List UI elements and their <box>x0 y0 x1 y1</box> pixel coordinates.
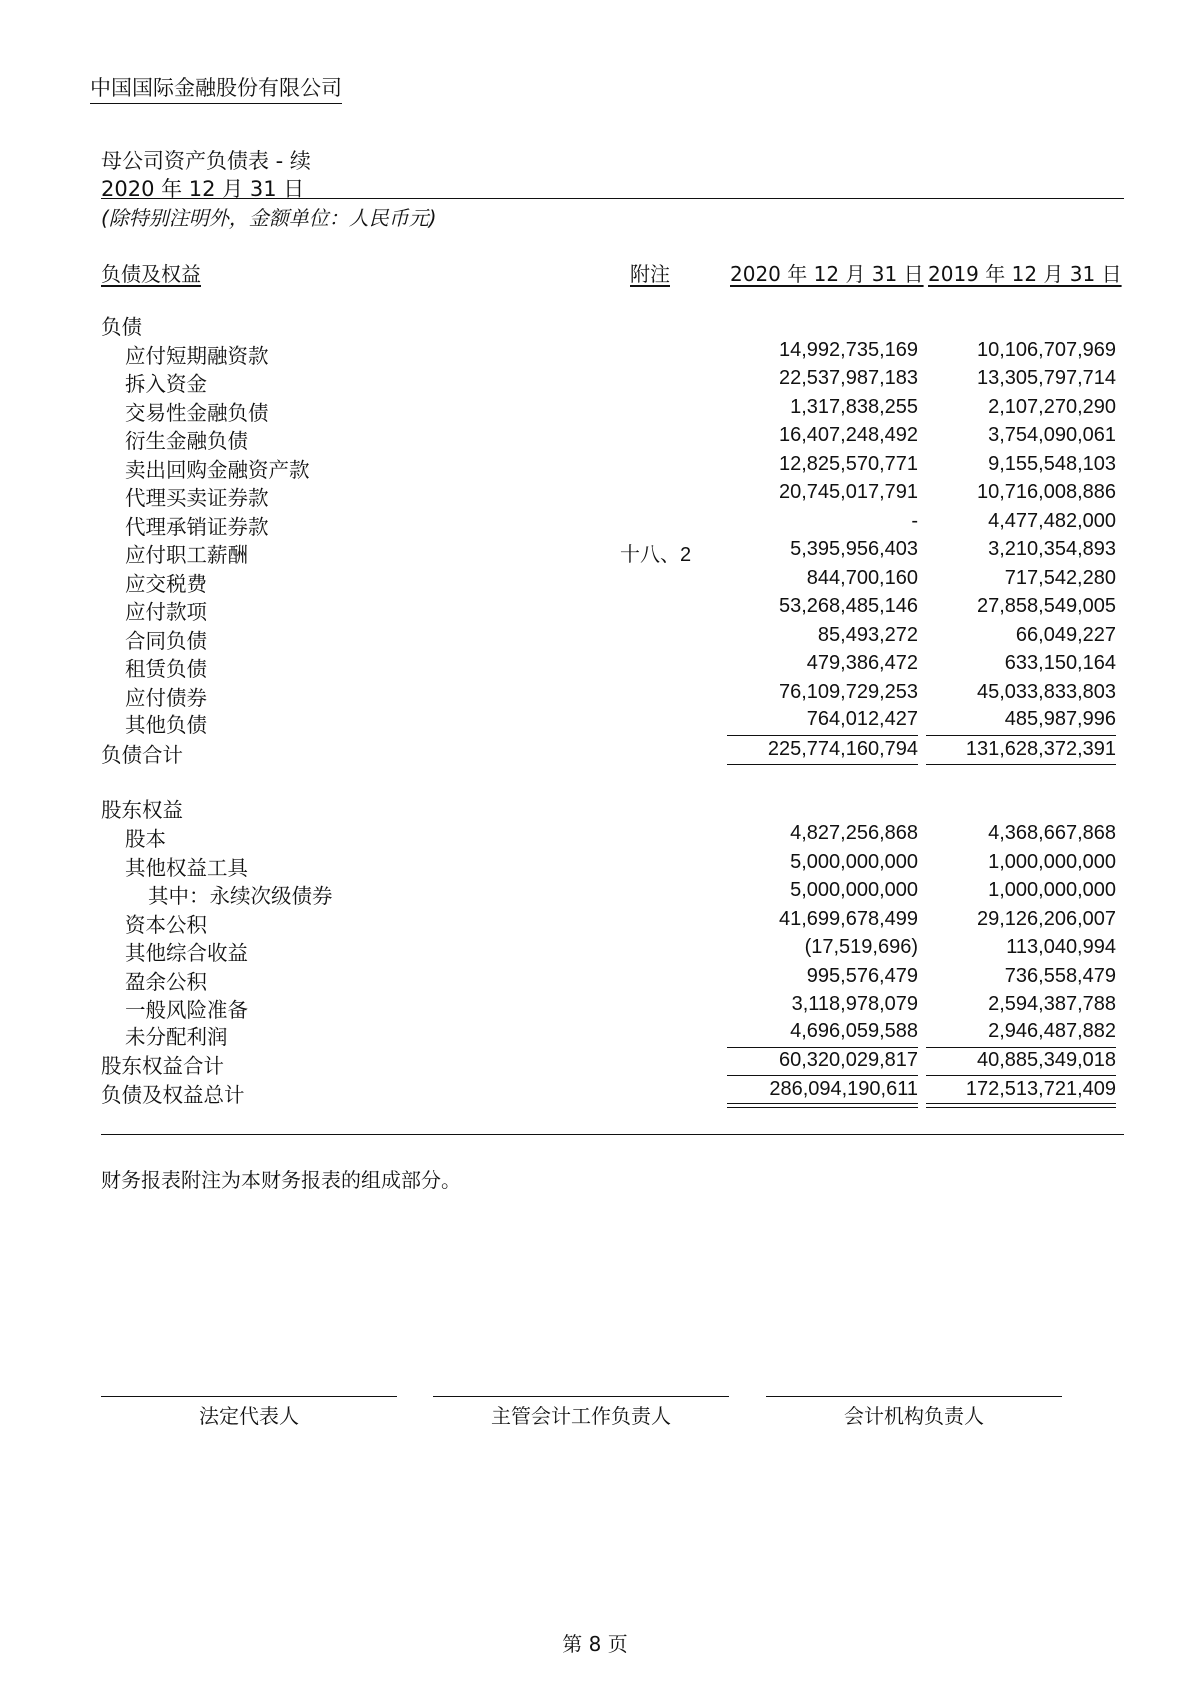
row-value-current: 85,493,272 <box>817 624 918 646</box>
table-row-grand-total <box>0 1078 1190 1106</box>
total-rule-prior <box>926 1075 1116 1076</box>
row-value-current: 41,699,678,499 <box>778 908 918 930</box>
subtotal-rule-current <box>727 735 918 736</box>
row-label: 租赁负债 <box>125 657 207 681</box>
grand-total-value-current: 286,094,190,611 <box>769 1078 918 1100</box>
table-row <box>0 1020 1190 1048</box>
row-label: 一般风险准备 <box>125 998 248 1022</box>
grand-total-label: 负债及权益总计 <box>101 1083 245 1107</box>
row-value-current: 5,000,000,000 <box>790 879 918 901</box>
row-value-prior: 4,477,482,000 <box>988 510 1116 532</box>
row-value-prior: 717,542,280 <box>1004 567 1116 589</box>
header-rule <box>101 198 1124 199</box>
table-row <box>0 624 1190 652</box>
signature-label-legal-rep: 法定代表人 <box>199 1404 299 1428</box>
row-label: 交易性金融负债 <box>125 401 269 425</box>
row-value-current: 20,745,017,791 <box>778 481 918 503</box>
row-label: 应付短期融资款 <box>125 344 269 368</box>
row-label: 盈余公积 <box>125 970 207 994</box>
row-value-current: 14,992,735,169 <box>778 339 918 361</box>
row-value-prior: 485,987,996 <box>1004 708 1116 730</box>
total-label: 股东权益合计 <box>101 1054 224 1078</box>
row-label: 代理买卖证券款 <box>125 486 269 510</box>
row-value-prior: 10,106,707,969 <box>976 339 1116 361</box>
total-rule-prior <box>926 764 1116 765</box>
column-header-note: 附注 <box>630 262 670 286</box>
row-value-current: 5,000,000,000 <box>790 851 918 873</box>
row-label: 未分配利润 <box>125 1025 228 1049</box>
row-label: 合同负债 <box>125 629 207 653</box>
row-value-prior: 27,858,549,005 <box>976 595 1116 617</box>
statement-title: 母公司资产负债表 - 续 <box>101 149 311 173</box>
table-row <box>0 822 1190 850</box>
section-label: 股东权益 <box>101 798 183 822</box>
total-rule-current <box>727 1075 918 1076</box>
signature-line-accounting-dept-head <box>766 1396 1062 1397</box>
table-row <box>0 908 1190 936</box>
row-value-prior: 29,126,206,007 <box>976 908 1116 930</box>
row-value-prior: 2,107,270,290 <box>988 396 1116 418</box>
total-value-prior: 40,885,349,018 <box>976 1049 1116 1071</box>
row-label: 股本 <box>125 827 166 851</box>
grand-total-double-rule-prior <box>926 1103 1116 1108</box>
row-label: 其他负债 <box>125 713 207 737</box>
table-end-rule <box>101 1134 1124 1135</box>
row-value-prior: 45,033,833,803 <box>976 681 1116 703</box>
table-row <box>0 936 1190 964</box>
row-value-prior: 2,594,387,788 <box>988 993 1116 1015</box>
row-value-current: 764,012,427 <box>806 708 918 730</box>
table-row <box>0 681 1190 709</box>
column-header-item: 负债及权益 <box>101 262 201 286</box>
row-value-current: 16,407,248,492 <box>778 424 918 446</box>
row-value-prior: 633,150,164 <box>1004 652 1116 674</box>
column-header-prior: 2019 年 12 月 31 日 <box>928 262 1122 286</box>
table-row <box>0 424 1190 452</box>
signature-line-accounting-head <box>433 1396 729 1397</box>
subtotal-rule-prior <box>926 735 1116 736</box>
row-value-prior: 13,305,797,714 <box>976 367 1116 389</box>
row-value-current: 995,576,479 <box>806 965 918 987</box>
grand-total-double-rule-current <box>727 1103 918 1108</box>
row-label: 资本公积 <box>125 913 207 937</box>
currency-unit-note: (除特别注明外，金额单位：人民币元) <box>101 206 437 230</box>
table-row <box>0 538 1190 566</box>
total-label: 负债合计 <box>101 743 183 767</box>
row-label: 其他权益工具 <box>125 856 248 880</box>
row-value-current: 4,696,059,588 <box>790 1020 918 1042</box>
row-value-current: 22,537,987,183 <box>778 367 918 389</box>
section-heading-equity <box>0 793 1190 821</box>
table-row <box>0 481 1190 509</box>
row-value-prior: 113,040,994 <box>1006 936 1116 958</box>
table-row <box>0 595 1190 623</box>
table-row <box>0 652 1190 680</box>
row-label: 应付职工薪酬 <box>125 543 248 567</box>
table-row <box>0 453 1190 481</box>
row-value-prior: 1,000,000,000 <box>988 879 1116 901</box>
row-value-prior: 736,558,479 <box>1004 965 1116 987</box>
row-label: 拆入资金 <box>125 372 207 396</box>
column-header-current: 2020 年 12 月 31 日 <box>730 262 924 286</box>
total-value-current: 225,774,160,794 <box>767 738 918 760</box>
total-value-current: 60,320,029,817 <box>778 1049 918 1071</box>
table-row-total <box>0 738 1190 766</box>
row-value-current: 5,395,956,403 <box>790 538 918 560</box>
subtotal-rule-current <box>727 1047 918 1048</box>
table-row <box>0 367 1190 395</box>
table-row <box>0 396 1190 424</box>
row-label: 其中：永续次级债券 <box>148 884 333 908</box>
row-value-current: 4,827,256,868 <box>790 822 918 844</box>
row-label: 其他综合收益 <box>125 941 248 965</box>
statement-date: 2020 年 12 月 31 日 <box>101 177 305 201</box>
table-row <box>0 993 1190 1021</box>
table-row <box>0 339 1190 367</box>
table-row <box>0 567 1190 595</box>
row-label: 衍生金融负债 <box>125 429 248 453</box>
signature-line-legal-rep <box>101 1396 397 1397</box>
row-value-current: 1,317,838,255 <box>790 396 918 418</box>
subtotal-rule-prior <box>926 1047 1116 1048</box>
page-number: 第 8 页 <box>562 1632 628 1656</box>
row-label: 应交税费 <box>125 572 207 596</box>
table-row <box>0 965 1190 993</box>
row-value-current: 3,118,978,079 <box>791 993 918 1015</box>
table-row-total <box>0 1049 1190 1077</box>
total-value-prior: 131,628,372,391 <box>965 738 1116 760</box>
row-value-prior: 1,000,000,000 <box>988 851 1116 873</box>
table-row <box>0 510 1190 538</box>
row-value-prior: 2,946,487,882 <box>988 1020 1116 1042</box>
row-value-prior: 9,155,548,103 <box>988 453 1116 475</box>
row-value-prior: 3,210,354,893 <box>988 538 1116 560</box>
row-value-current: 12,825,570,771 <box>778 453 918 475</box>
row-value-current: 479,386,472 <box>806 652 918 674</box>
table-row <box>0 851 1190 879</box>
signature-label-accounting-dept-head: 会计机构负责人 <box>844 1404 984 1428</box>
row-label: 代理承销证券款 <box>125 515 269 539</box>
row-value-current: (17,519,696) <box>804 936 918 958</box>
row-value-prior: 4,368,667,868 <box>988 822 1116 844</box>
row-value-prior: 66,049,227 <box>1015 624 1116 646</box>
grand-total-value-prior: 172,513,721,409 <box>965 1078 1116 1100</box>
footnote: 财务报表附注为本财务报表的组成部分。 <box>101 1168 461 1192</box>
row-value-current: 53,268,485,146 <box>778 595 918 617</box>
section-heading-liabilities <box>0 310 1190 338</box>
table-row <box>0 708 1190 736</box>
row-value-current: - <box>911 510 918 532</box>
table-row <box>0 879 1190 907</box>
row-label: 卖出回购金融资产款 <box>125 458 310 482</box>
company-name: 中国国际金融股份有限公司 <box>90 72 342 104</box>
total-rule-current <box>727 764 918 765</box>
row-value-prior: 10,716,008,886 <box>976 481 1116 503</box>
row-value-current: 844,700,160 <box>806 567 918 589</box>
section-label: 负债 <box>101 315 142 339</box>
row-value-prior: 3,754,090,061 <box>988 424 1116 446</box>
row-label: 应付债券 <box>125 686 207 710</box>
row-label: 应付款项 <box>125 600 207 624</box>
row-value-current: 76,109,729,253 <box>778 681 918 703</box>
signature-label-accounting-head: 主管会计工作负责人 <box>491 1404 671 1428</box>
row-note: 十八、2 <box>620 544 692 566</box>
